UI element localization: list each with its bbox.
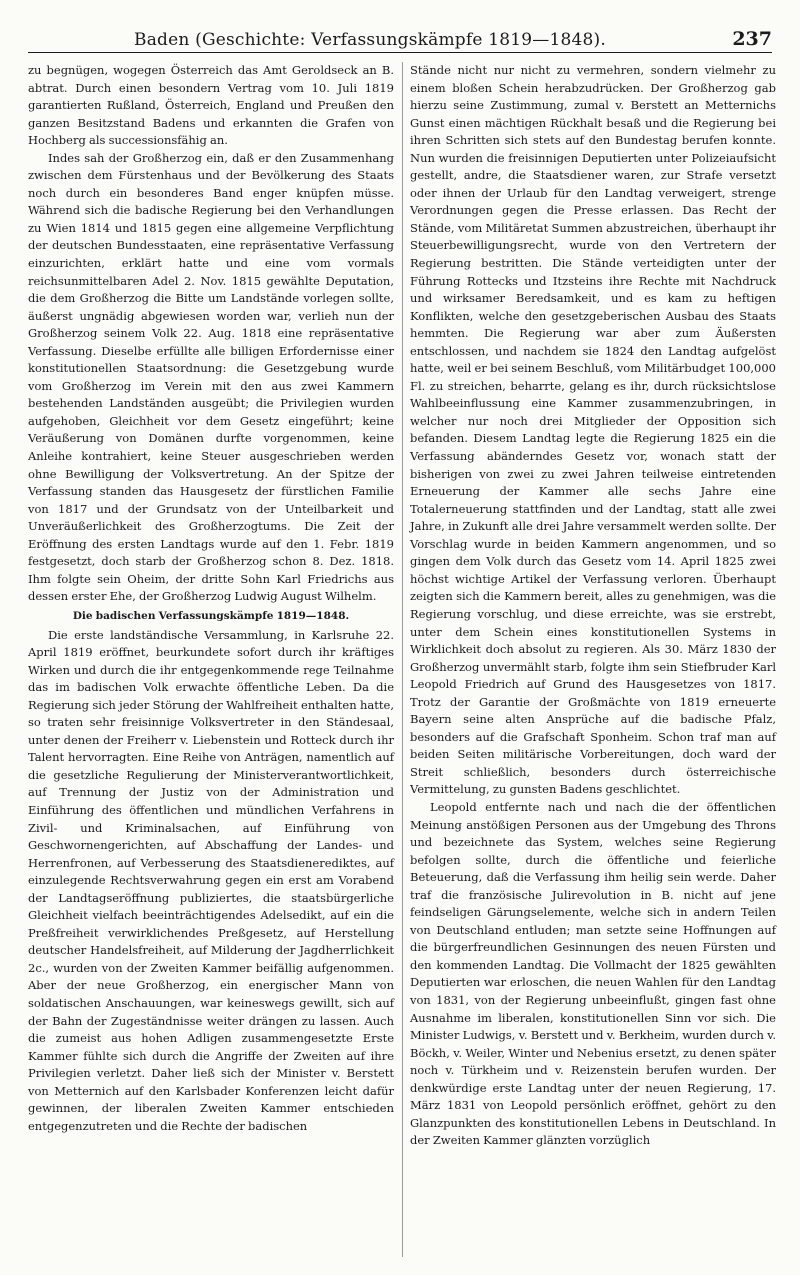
paragraph: Die erste landständische Versammlung, in Karlsruhe 22. April 1819 eröffnet, beurkundete sofort durch ihr kräftiges Wirken und durch die ihr entgegenkommende rege Teilnahme das im badischen Volk erwachte öffentliche Leben. Da die Regierung sich jeder Störung der Wahlfreiheit enthalten hatte, so traten sehr freisinnige Volksvertreter in den Ständesaal, unter denen der Freiherr v. Liebenstein und Rotteck durch ihr Talent hervorragten. Eine Reihe von Anträgen, namentlich auf die gesetzliche Regulierung der Ministerverantwortlichkeit, auf Trennung der Justiz von der Administration und Einführung des öffentlichen und mündlichen Verfahrens in Zivil- und Kriminalsachen, auf Einführung von Geschwornengerichten, auf Abschaffung der Landes- und Herrenfronen, auf Verbesserung des Staatsdienerediktes, auf einzulegende Rechtsverwahrung gegen ein erst am Vorabend der Landtagseröffnung publiziertes, die staatsbürgerliche Gleichheit vielfach beeinträchtigendes Adelsedikt, auf ein die Preßfreiheit verwirklichendes Preßgesetz, auf Herstellung deutscher Handelsfreiheit, auf Milderung der Jagdherrlichkeit 2c., wurden von der Zweiten Kammer beifällig aufgenommen. Aber der neue Großherzog, ein energischer Mann von soldatischen Anschauungen, war keineswegs gewillt, sich auf der Bahn der Zugeständnisse weiter drängen zu lassen. Auch die zumeist aus hohen Adligen zusammengesetzte Erste Kammer fühlte sich durch die Angriffe der Zweiten auf ihre Privilegien verletzt. Daher ließ sich der Minister v. Berstett von Metternich auf den Karlsbader Konferenzen leicht dafür gewinnen, der liberalen Zweiten Kammer entschieden entgegenzutreten und die Rechte der badischen (28, 627, 394, 1133)
page-number: 237 (732, 28, 772, 50)
right-column (410, 62, 776, 1150)
running-head: Baden (Geschichte: Verfassungskämpfe 1819—1848). (134, 30, 606, 50)
paragraph: zu begnügen, wogegen Österreich das Amt Geroldseck an B. abtrat. Durch einen besondern Vertrag vom 10. Juli 1819 garantierten Rußland, Österreich, England und Preußen den ganzen Besitzstand Badens und erkannten die Grafen von Hochberg als successionsfähig an. (28, 63, 394, 148)
paragraph: Leopold entfernte nach und nach die der öffentlichen Meinung anstößigen Personen aus der Umgebung des Throns und bezeichnete das System, welches seine Regierung befolgen sollte, durch die öffentliche und feierliche Beteuerung, daß die Verfassung ihm heilig sein werde. Daher traf die französische Julirevolution in B. nicht auf jene feindseligen Gärungselemente, welche sich in andern Teilen von Deutschland entluden; man setzte seine Hoffnungen auf die bürgerfreundlichen Gesinnungen des neuen Fürsten und den kommenden Landtag. Die Vollmacht der 1825 gewählten Deputierten war erloschen, die neuen Wahlen für den Landtag von 1831, von der Regierung unbeeinflußt, gingen fast ohne Ausnahme im liberalen, konstitutionellen Sinn vor sich. Die Minister Ludwigs, v. Berstett und v. Berkheim, wurden durch v. Böckh, v. Weiler, Winter und Nebenius ersetzt, zu denen später noch v. Türkheim und v. Reizenstein berufen wurden. Der denkwürdige erste Landtag unter der neuen Regierung, 17. März 1831 von Leopold persönlich eröffnet, gehört zu den Glanzpunkten des konstitutionellen Lebens in Deutschland. In der Zweiten Kammer glänzten vorzüglich (410, 799, 776, 1148)
paragraph: Indes sah der Großherzog ein, daß er den Zusammenhang zwischen dem Fürstenhaus und der Bevölkerung des Staats noch durch ein besonderes Band enger knüpfen müsse. Während sich die badische Regierung bei den Verhandlungen zu Wien 1814 und 1815 gegen eine allgemeine Verpflichtung der deutschen Bundesstaaten, eine repräsentative Verfassung einzurichten, erklärt hatte und eine vom vormals reichsunmittelbaren Adel 2. Nov. 1815 gewählte Deputation, die dem Großherzog die Bitte um Landstände vorlegen sollte, äußerst ungnädig abgewiesen worden war, verlieh nun der Großherzog seinem Volk 22. Aug. 1818 eine repräsentative Verfassung. Dieselbe erfüllte alle billigen Erfordernisse einer konstitutionellen Staatsordnung: die Gesetzgebung wurde vom Großherzog im Verein mit den aus zwei Kammern bestehenden Landständen ausgeübt; die Privilegien wurden aufgehoben, Gleichheit vor dem Gesetz eingeführt; keine Veräußerung von Domänen durfte vorgenommen, keine Anleihe kontrahiert, keine Steuer ausgeschrieben werden ohne Bewilligung der Volksvertretung. An der Spitze der Verfassung standen das Hausgesetz der fürstlichen Familie von 1817 und der Grundsatz von der Unteilbarkeit und Unveräußerlichkeit des Großherzogtums. Die Zeit der Eröffnung des ersten Landtags wurde auf den 1. Febr. 1819 festgesetzt, doch starb der Großherzog schon 8. Dez. 1818. Ihm folgte sein Oheim, der dritte Sohn Karl Friedrichs aus dessen erster Ehe, der Großherzog Ludwig August Wilhelm. (28, 150, 394, 604)
paragraph: Stände nicht nur nicht zu vermehren, sondern vielmehr zu einem bloßen Schein herabzudrücken. Der Großherzog gab hierzu seine Zustimmung, zumal v. Berstett an Metternichs Gunst einen mächtigen Rückhalt besaß und die Regierung bei ihren Schritten sich stets auf den Bundestag berufen konnte. Nun wurden die freisinnigen Deputierten unter Polizeiaufsicht gestellt, andre, die Staatsdiener waren, zur Strafe versetzt oder ihnen der Urlaub für den Landtag verweigert, strenge Verordnungen gegen die Presse erlassen. Das Recht der Stände, vom Militäretat Summen abzustreichen, überhaupt ihr Steuerbewilligungsrecht, wurde von den Vertretern der Regierung bestritten. Die Stände verteidigten unter der Führung Rottecks und Itzsteins ihre Rechte mit Nachdruck und wirksamer Beredsamkeit, und es kam zu heftigen Konflikten, welche den gesetzgeberischen Ausbau des Staats hemmten. Die Regierung war aber zum Äußersten entschlossen, und nachdem sie 1824 den Landtag aufgelöst hatte, weil er bei seinem Beschluß, vom Militärbudget 100,000 Fl. zu streichen, beharrte, gelang es ihr, durch rücksichtslose Wahlbeeinflussung eine Kammer zusammenzubringen, in welcher nur noch drei Mitglieder der Opposition sich befanden. Diesem Landtag legte die Regierung 1825 ein die Verfassung abänderndes Gesetz vor, wonach statt der bisherigen von zwei zu zwei Jahren teilweise eintretenden Erneuerung der Kammer alle sechs Jahre eine Totalerneuerung stattfinden und der Landtag, statt alle zwei Jahre, in Zukunft alle drei Jahre versammelt werden sollte. Der Vorschlag wurde in beiden Kammern angenommen, und so gingen dem Volk durch das Gesetz vom 14. April 1825 zwei höchst wichtige Artikel der Verfassung verloren. Überhaupt zeigten sich die Kammern bereit, alles zu genehmigen, was die Regierung vorschlug, und diese erreichte, was sie erstrebt, unter dem Schein eines konstitutionellen Systems in Wirklichkeit doch absolut zu regieren. Als 30. März 1830 der Großherzog unvermählt starb, folgte ihm sein Stiefbruder Karl Leopold Friedrich auf Grund des Hausgesetzes von 1817. Trotz der Garantie der Großmächte von 1819 erneuerte Bayern seine alten Ansprüche auf die badische Pfalz, besonders auf die Grafschaft Sponheim. Schon traf man auf beiden Seiten militärische Vorbereitungen, doch ward der Streit schließlich, besonders durch österreichische Vermittelung, zu gunsten Badens geschlichtet. (410, 63, 776, 797)
column-divider (402, 62, 403, 1257)
page-header (28, 28, 772, 53)
section-heading: Die badischen Verfassungskämpfe 1819—1848. (72, 609, 350, 622)
left-column (28, 62, 394, 1135)
